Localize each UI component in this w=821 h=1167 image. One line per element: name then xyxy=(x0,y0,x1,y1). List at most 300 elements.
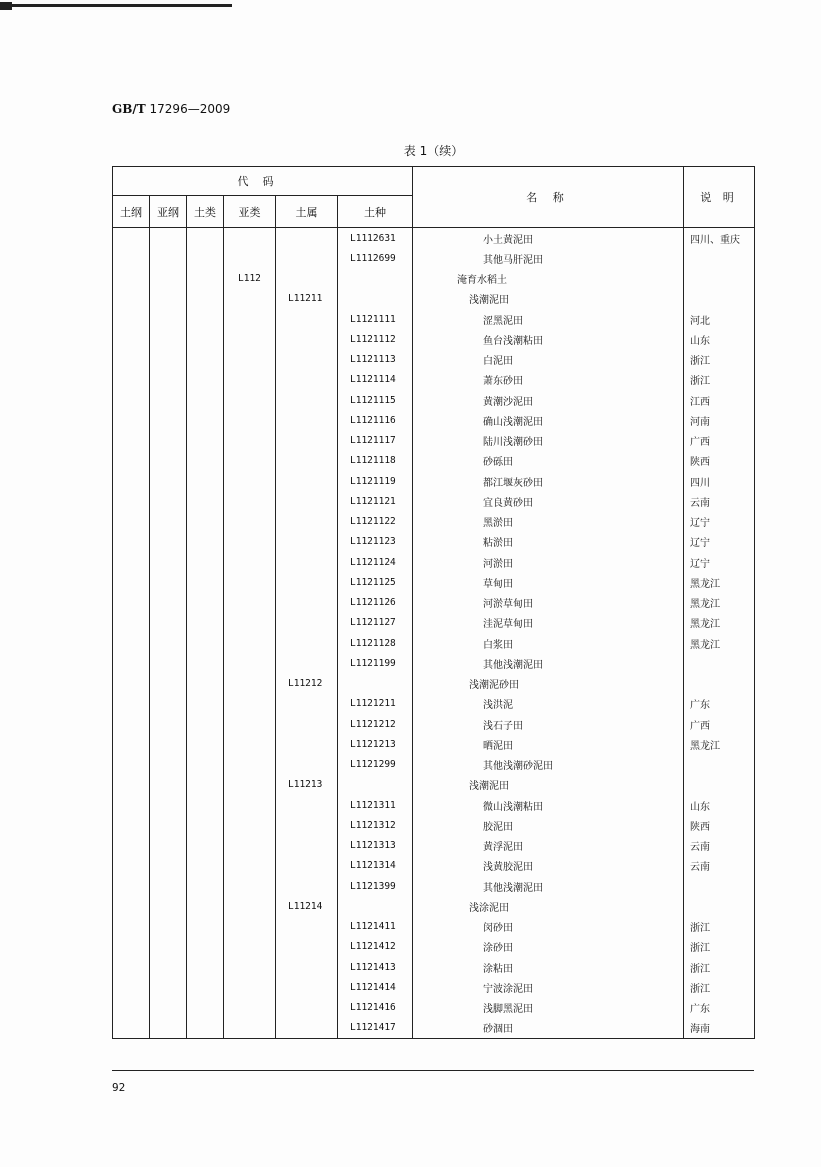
empty-code-cell xyxy=(187,532,224,552)
empty-code-cell xyxy=(276,998,338,1018)
table-row xyxy=(113,451,755,471)
empty-code-cell xyxy=(276,512,338,532)
empty-code-cell xyxy=(113,390,150,410)
empty-code-cell xyxy=(113,653,150,673)
code-cell: L1121123 xyxy=(338,532,413,552)
name-cell: 涩黑泥田 xyxy=(413,309,684,329)
note-cell: 陕西 xyxy=(684,815,755,835)
empty-code-cell xyxy=(224,350,276,370)
table-body xyxy=(113,228,755,1039)
note-cell: 辽宁 xyxy=(684,552,755,572)
empty-code-cell xyxy=(187,572,224,592)
empty-code-cell xyxy=(113,856,150,876)
empty-code-cell xyxy=(187,309,224,329)
top-rule xyxy=(0,4,232,7)
table-row xyxy=(113,512,755,532)
table-row xyxy=(113,734,755,754)
empty-code-cell xyxy=(224,937,276,957)
note-cell: 广西 xyxy=(684,431,755,451)
empty-code-cell xyxy=(224,370,276,390)
empty-code-cell xyxy=(338,775,413,795)
empty-code-cell xyxy=(113,1018,150,1039)
empty-code-cell xyxy=(224,289,276,309)
empty-code-cell xyxy=(276,552,338,572)
name-cell: 晒泥田 xyxy=(413,734,684,754)
empty-code-cell xyxy=(224,998,276,1018)
table-row xyxy=(113,633,755,653)
standard-code: 17296—2009 xyxy=(149,102,231,116)
code-cell: L1121111 xyxy=(338,309,413,329)
name-cell: 微山浅潮粘田 xyxy=(413,795,684,815)
empty-code-cell xyxy=(150,269,187,289)
code-cell: L11213 xyxy=(276,775,338,795)
name-cell: 白浆田 xyxy=(413,633,684,653)
empty-code-cell xyxy=(276,977,338,997)
note-cell: 浙江 xyxy=(684,350,755,370)
note-cell: 云南 xyxy=(684,856,755,876)
code-cell: L112 xyxy=(224,269,276,289)
note-cell: 河南 xyxy=(684,410,755,430)
note-cell: 山东 xyxy=(684,795,755,815)
empty-code-cell xyxy=(276,410,338,430)
empty-code-cell xyxy=(276,532,338,552)
empty-code-cell xyxy=(224,471,276,491)
note-cell: 辽宁 xyxy=(684,532,755,552)
empty-code-cell xyxy=(113,674,150,694)
name-cell: 黑淤田 xyxy=(413,512,684,532)
empty-code-cell xyxy=(113,836,150,856)
code-cell: L1121413 xyxy=(338,957,413,977)
empty-code-cell xyxy=(187,653,224,673)
empty-code-cell xyxy=(150,795,187,815)
empty-code-cell xyxy=(187,876,224,896)
name-cell: 草甸田 xyxy=(413,572,684,592)
empty-code-cell xyxy=(113,694,150,714)
code-cell: L1121127 xyxy=(338,613,413,633)
empty-code-cell xyxy=(113,309,150,329)
empty-code-cell xyxy=(187,512,224,532)
empty-code-cell xyxy=(187,471,224,491)
empty-code-cell xyxy=(113,998,150,1018)
empty-code-cell xyxy=(113,734,150,754)
empty-code-cell xyxy=(150,410,187,430)
table-row xyxy=(113,431,755,451)
table-row xyxy=(113,1018,755,1039)
note-cell xyxy=(684,755,755,775)
name-cell: 河淤草甸田 xyxy=(413,593,684,613)
empty-code-cell xyxy=(187,674,224,694)
empty-code-cell xyxy=(113,775,150,795)
header-row-1 xyxy=(113,167,755,196)
empty-code-cell xyxy=(224,917,276,937)
page-number: 92 xyxy=(112,1081,126,1094)
empty-code-cell xyxy=(113,512,150,532)
empty-code-cell xyxy=(276,350,338,370)
table-row xyxy=(113,228,755,249)
empty-code-cell xyxy=(224,613,276,633)
empty-code-cell xyxy=(224,795,276,815)
name-cell: 其他浅潮泥田 xyxy=(413,876,684,896)
table-row xyxy=(113,289,755,309)
empty-code-cell xyxy=(276,491,338,511)
table-bottom-rule xyxy=(112,1070,754,1071)
empty-code-cell xyxy=(276,937,338,957)
col-header-family: 土属 xyxy=(276,196,338,228)
empty-code-cell xyxy=(224,593,276,613)
name-cell: 都江堰灰砂田 xyxy=(413,471,684,491)
empty-code-cell xyxy=(150,491,187,511)
code-cell: L1121416 xyxy=(338,998,413,1018)
empty-code-cell xyxy=(187,410,224,430)
empty-code-cell xyxy=(224,228,276,249)
table-row xyxy=(113,552,755,572)
empty-code-cell xyxy=(150,694,187,714)
empty-code-cell xyxy=(187,552,224,572)
name-cell: 浅潮泥田 xyxy=(413,289,684,309)
empty-code-cell xyxy=(113,350,150,370)
table-row xyxy=(113,836,755,856)
name-cell: 宜良黄砂田 xyxy=(413,491,684,511)
code-cell: L1121128 xyxy=(338,633,413,653)
table-row xyxy=(113,248,755,268)
table-row xyxy=(113,957,755,977)
code-cell: L1121311 xyxy=(338,795,413,815)
col-header-suborder: 亚纲 xyxy=(150,196,187,228)
note-cell: 海南 xyxy=(684,1018,755,1039)
soil-code-table xyxy=(112,166,755,1039)
code-cell: L1121411 xyxy=(338,917,413,937)
empty-code-cell xyxy=(150,552,187,572)
empty-code-cell xyxy=(276,248,338,268)
table-row xyxy=(113,329,755,349)
name-cell: 浅潮泥砂田 xyxy=(413,674,684,694)
empty-code-cell xyxy=(187,694,224,714)
empty-code-cell xyxy=(276,836,338,856)
code-cell: L1121312 xyxy=(338,815,413,835)
name-cell: 宁波涂泥田 xyxy=(413,977,684,997)
col-header-order: 土纲 xyxy=(113,196,150,228)
empty-code-cell xyxy=(187,390,224,410)
empty-code-cell xyxy=(150,633,187,653)
table-row xyxy=(113,309,755,329)
note-cell: 四川 xyxy=(684,471,755,491)
empty-code-cell xyxy=(113,329,150,349)
table-row xyxy=(113,410,755,430)
code-cell: L1121113 xyxy=(338,350,413,370)
code-cell: L1121122 xyxy=(338,512,413,532)
empty-code-cell xyxy=(150,734,187,754)
empty-code-cell xyxy=(113,269,150,289)
table-row xyxy=(113,714,755,734)
empty-code-cell xyxy=(224,451,276,471)
table-row xyxy=(113,856,755,876)
empty-code-cell xyxy=(150,836,187,856)
empty-code-cell xyxy=(187,491,224,511)
empty-code-cell xyxy=(224,532,276,552)
code-cell: L1121117 xyxy=(338,431,413,451)
code-cell: L1121114 xyxy=(338,370,413,390)
empty-code-cell xyxy=(187,795,224,815)
table-row xyxy=(113,917,755,937)
empty-code-cell xyxy=(113,917,150,937)
table-row xyxy=(113,815,755,835)
empty-code-cell xyxy=(187,734,224,754)
note-cell xyxy=(684,289,755,309)
empty-code-cell xyxy=(224,633,276,653)
table-row xyxy=(113,613,755,633)
note-cell: 广东 xyxy=(684,998,755,1018)
empty-code-cell xyxy=(224,977,276,997)
note-cell: 黑龙江 xyxy=(684,734,755,754)
code-cell: L1121116 xyxy=(338,410,413,430)
empty-code-cell xyxy=(113,491,150,511)
name-cell: 浅潮泥田 xyxy=(413,775,684,795)
table-row xyxy=(113,593,755,613)
empty-code-cell xyxy=(150,856,187,876)
note-cell: 浙江 xyxy=(684,977,755,997)
note-cell: 陕西 xyxy=(684,451,755,471)
empty-code-cell xyxy=(276,633,338,653)
empty-code-cell xyxy=(150,431,187,451)
code-cell: L1121212 xyxy=(338,714,413,734)
empty-code-cell xyxy=(150,390,187,410)
note-cell: 黑龙江 xyxy=(684,633,755,653)
empty-code-cell xyxy=(113,896,150,916)
standard-prefix: GB/T xyxy=(112,102,146,116)
empty-code-cell xyxy=(276,957,338,977)
empty-code-cell xyxy=(276,228,338,249)
empty-code-cell xyxy=(150,1018,187,1039)
note-cell: 四川、重庆 xyxy=(684,228,755,249)
empty-code-cell xyxy=(187,269,224,289)
table-row xyxy=(113,269,755,289)
empty-code-cell xyxy=(113,228,150,249)
code-cell: L1121399 xyxy=(338,876,413,896)
empty-code-cell xyxy=(187,815,224,835)
name-cell: 其他马肝泥田 xyxy=(413,248,684,268)
table-row xyxy=(113,674,755,694)
code-cell: L1121211 xyxy=(338,694,413,714)
empty-code-cell xyxy=(224,714,276,734)
empty-code-cell xyxy=(113,795,150,815)
empty-code-cell xyxy=(150,674,187,694)
empty-code-cell xyxy=(187,593,224,613)
empty-code-cell xyxy=(113,876,150,896)
empty-code-cell xyxy=(224,836,276,856)
empty-code-cell xyxy=(276,653,338,673)
table-row xyxy=(113,937,755,957)
empty-code-cell xyxy=(224,815,276,835)
empty-code-cell xyxy=(113,633,150,653)
note-cell xyxy=(684,269,755,289)
empty-code-cell xyxy=(224,431,276,451)
empty-code-cell xyxy=(224,957,276,977)
empty-code-cell xyxy=(276,917,338,937)
name-cell: 浅洪泥 xyxy=(413,694,684,714)
empty-code-cell xyxy=(276,390,338,410)
code-cell: L1121213 xyxy=(338,734,413,754)
empty-code-cell xyxy=(150,815,187,835)
table-caption: 表 1（续） xyxy=(403,144,464,158)
name-header: 名 称 xyxy=(413,167,684,228)
empty-code-cell xyxy=(150,876,187,896)
empty-code-cell xyxy=(150,613,187,633)
empty-code-cell xyxy=(187,977,224,997)
empty-code-cell xyxy=(187,755,224,775)
name-cell: 闵砂田 xyxy=(413,917,684,937)
code-cell: L1121124 xyxy=(338,552,413,572)
empty-code-cell xyxy=(113,815,150,835)
empty-code-cell xyxy=(276,431,338,451)
name-cell: 胶泥田 xyxy=(413,815,684,835)
empty-code-cell xyxy=(150,471,187,491)
empty-code-cell xyxy=(224,552,276,572)
note-cell: 黑龙江 xyxy=(684,593,755,613)
empty-code-cell xyxy=(150,309,187,329)
name-cell: 淹育水稻土 xyxy=(413,269,684,289)
table-row xyxy=(113,471,755,491)
empty-code-cell xyxy=(224,248,276,268)
note-cell: 浙江 xyxy=(684,937,755,957)
empty-code-cell xyxy=(224,734,276,754)
name-cell: 鱼台浅潮粘田 xyxy=(413,329,684,349)
name-cell: 其他浅潮砂泥田 xyxy=(413,755,684,775)
empty-code-cell xyxy=(187,714,224,734)
note-cell: 辽宁 xyxy=(684,512,755,532)
empty-code-cell xyxy=(276,815,338,835)
empty-code-cell xyxy=(276,1018,338,1039)
empty-code-cell xyxy=(338,269,413,289)
empty-code-cell xyxy=(150,755,187,775)
empty-code-cell xyxy=(224,653,276,673)
name-cell: 其他浅潮泥田 xyxy=(413,653,684,673)
empty-code-cell xyxy=(113,532,150,552)
empty-code-cell xyxy=(113,471,150,491)
table-row xyxy=(113,977,755,997)
empty-code-cell xyxy=(187,836,224,856)
empty-code-cell xyxy=(224,491,276,511)
empty-code-cell xyxy=(113,755,150,775)
empty-code-cell xyxy=(276,876,338,896)
empty-code-cell xyxy=(224,329,276,349)
name-cell: 黄潮沙泥田 xyxy=(413,390,684,410)
empty-code-cell xyxy=(338,896,413,916)
note-cell xyxy=(684,248,755,268)
table-row xyxy=(113,390,755,410)
note-cell: 山东 xyxy=(684,329,755,349)
table-row xyxy=(113,998,755,1018)
code-cell: L1121414 xyxy=(338,977,413,997)
empty-code-cell xyxy=(338,674,413,694)
note-cell xyxy=(684,876,755,896)
empty-code-cell xyxy=(150,228,187,249)
empty-code-cell xyxy=(150,653,187,673)
note-cell: 广西 xyxy=(684,714,755,734)
code-cell: L1121121 xyxy=(338,491,413,511)
code-cell: L1121314 xyxy=(338,856,413,876)
empty-code-cell xyxy=(150,714,187,734)
code-cell: L1121112 xyxy=(338,329,413,349)
code-cell: L11212 xyxy=(276,674,338,694)
empty-code-cell xyxy=(150,998,187,1018)
table-row xyxy=(113,350,755,370)
empty-code-cell xyxy=(187,957,224,977)
empty-code-cell xyxy=(224,674,276,694)
empty-code-cell xyxy=(113,289,150,309)
name-cell: 浅黄胶泥田 xyxy=(413,856,684,876)
empty-code-cell xyxy=(187,775,224,795)
code-cell: L1121126 xyxy=(338,593,413,613)
note-cell: 浙江 xyxy=(684,370,755,390)
empty-code-cell xyxy=(113,431,150,451)
empty-code-cell xyxy=(113,593,150,613)
empty-code-cell xyxy=(113,937,150,957)
empty-code-cell xyxy=(224,512,276,532)
table-row xyxy=(113,775,755,795)
empty-code-cell xyxy=(276,734,338,754)
empty-code-cell xyxy=(276,694,338,714)
code-cell: L1121199 xyxy=(338,653,413,673)
table-row xyxy=(113,755,755,775)
empty-code-cell xyxy=(113,613,150,633)
empty-code-cell xyxy=(276,370,338,390)
empty-code-cell xyxy=(113,977,150,997)
note-header: 说 明 xyxy=(684,167,755,228)
code-cell: L1121119 xyxy=(338,471,413,491)
empty-code-cell xyxy=(150,512,187,532)
code-cell: L1112699 xyxy=(338,248,413,268)
empty-code-cell xyxy=(224,309,276,329)
name-cell: 浅脚黑泥田 xyxy=(413,998,684,1018)
empty-code-cell xyxy=(224,775,276,795)
empty-code-cell xyxy=(150,329,187,349)
empty-code-cell xyxy=(224,755,276,775)
empty-code-cell xyxy=(224,410,276,430)
standard-number xyxy=(112,102,230,116)
empty-code-cell xyxy=(276,451,338,471)
table-row xyxy=(113,876,755,896)
empty-code-cell xyxy=(224,694,276,714)
name-cell: 粘淤田 xyxy=(413,532,684,552)
note-cell xyxy=(684,896,755,916)
empty-code-cell xyxy=(113,714,150,734)
empty-code-cell xyxy=(224,876,276,896)
empty-code-cell xyxy=(113,370,150,390)
code-cell: L1121118 xyxy=(338,451,413,471)
code-cell: L11214 xyxy=(276,896,338,916)
empty-code-cell xyxy=(187,350,224,370)
empty-code-cell xyxy=(113,572,150,592)
note-cell: 黑龙江 xyxy=(684,613,755,633)
empty-code-cell xyxy=(187,896,224,916)
empty-code-cell xyxy=(187,917,224,937)
empty-code-cell xyxy=(276,471,338,491)
empty-code-cell xyxy=(338,289,413,309)
empty-code-cell xyxy=(187,451,224,471)
code-cell: L11211 xyxy=(276,289,338,309)
empty-code-cell xyxy=(276,856,338,876)
empty-code-cell xyxy=(113,451,150,471)
code-cell: L1121412 xyxy=(338,937,413,957)
name-cell: 砂涸田 xyxy=(413,1018,684,1039)
empty-code-cell xyxy=(150,977,187,997)
empty-code-cell xyxy=(187,248,224,268)
name-cell: 确山浅潮泥田 xyxy=(413,410,684,430)
empty-code-cell xyxy=(276,593,338,613)
code-cell: L1121313 xyxy=(338,836,413,856)
note-cell xyxy=(684,674,755,694)
table-row xyxy=(113,694,755,714)
